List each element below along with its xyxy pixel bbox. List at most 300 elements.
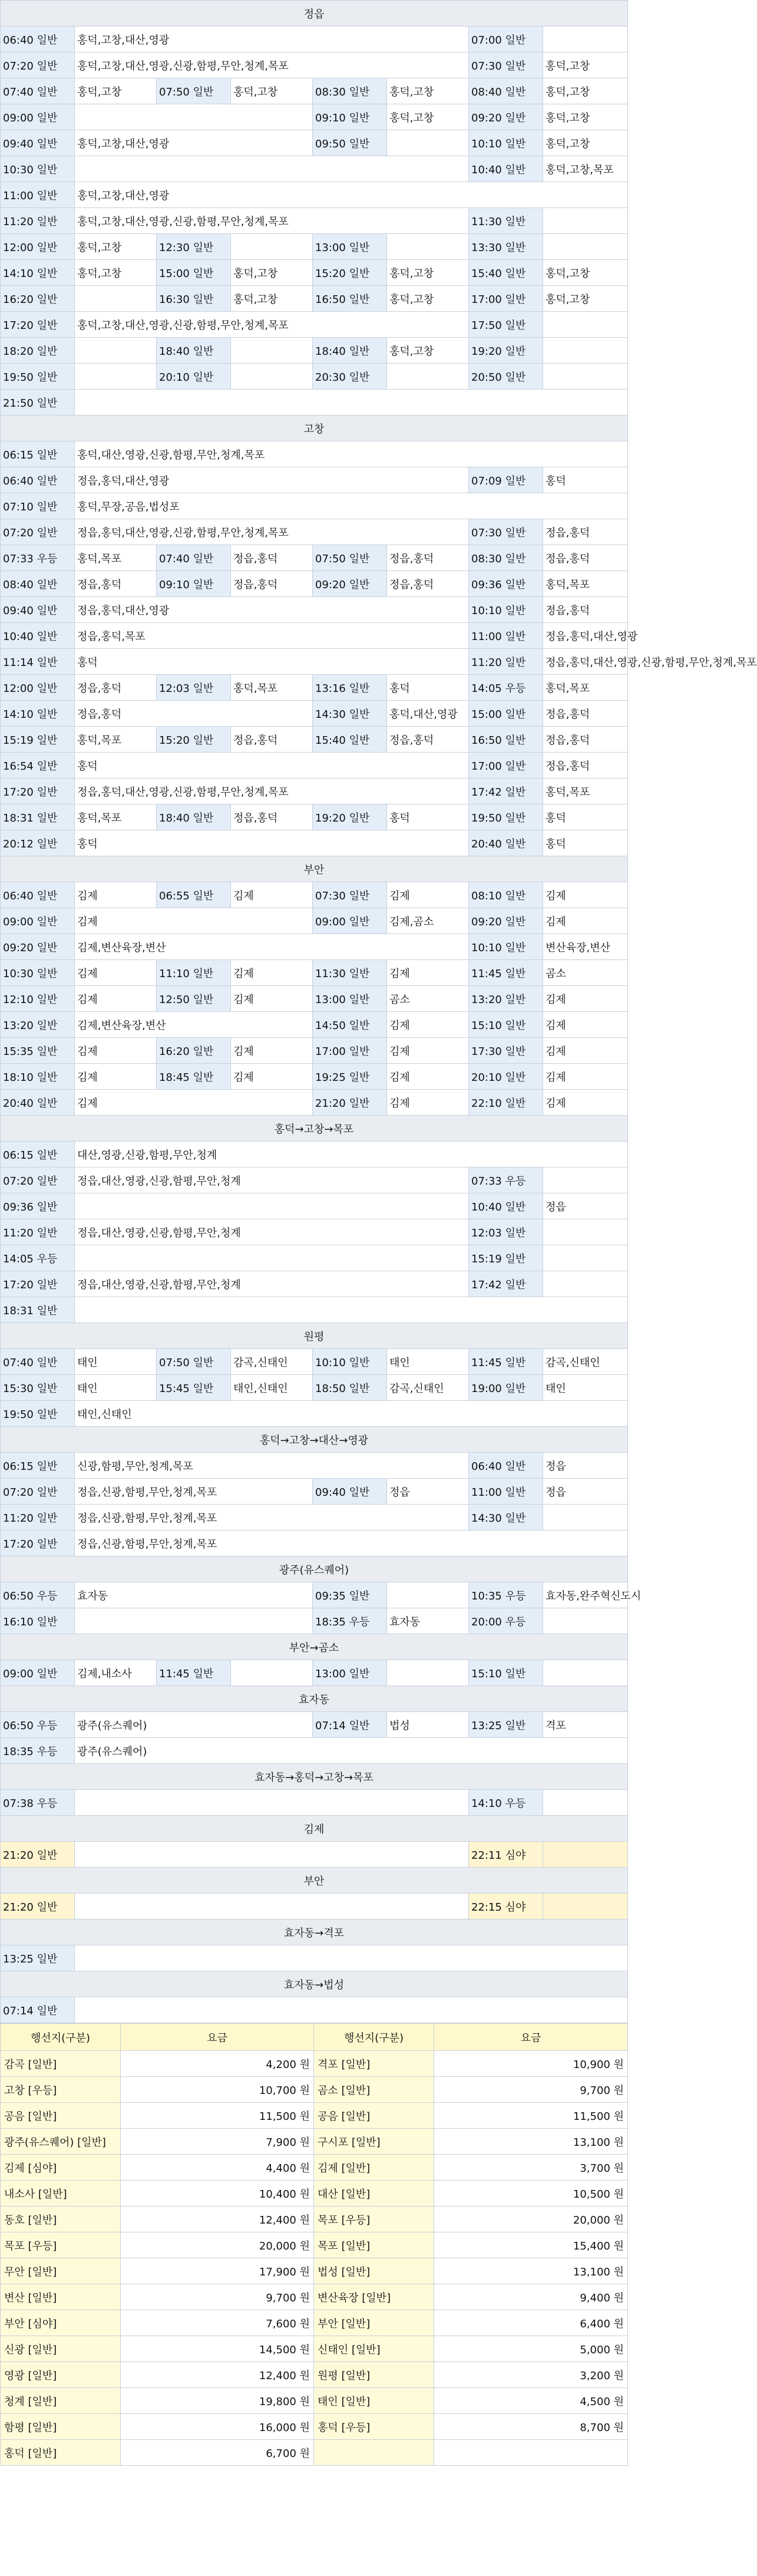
destination-list: 정읍	[543, 1193, 628, 1219]
departure-time[interactable]: 19:50 일반	[469, 804, 543, 830]
destination-list: 정읍,홍덕	[231, 571, 313, 597]
departure-time[interactable]: 06:40 일반	[1, 27, 75, 52]
departure-time[interactable]: 12:00 일반	[1, 675, 75, 701]
destination-list: 김제	[543, 986, 628, 1012]
destination-list: 신광,함평,무안,청계,목포	[75, 1453, 469, 1479]
destination-list: 정읍,신광,함평,무안,청계,목포	[75, 1479, 313, 1505]
destination-list: 홍덕,목포	[543, 779, 628, 804]
destination-list: 정읍,홍덕	[543, 519, 628, 545]
departure-time[interactable]: 09:50 일반	[313, 130, 387, 156]
departure-time[interactable]: 14:10 우등	[469, 1790, 543, 1816]
destination-list: 정읍,홍덕	[387, 727, 469, 753]
schedule-row	[1, 1012, 628, 1038]
departure-time[interactable]: 17:42 일반	[469, 1271, 543, 1297]
departure-time[interactable]: 14:05 우등	[469, 675, 543, 701]
departure-time[interactable]: 19:20 일반	[469, 338, 543, 364]
departure-time[interactable]: 14:10 일반	[1, 260, 75, 286]
fare-column-header: 행선지(구분)	[1, 2024, 121, 2051]
departure-time[interactable]: 10:40 일반	[1, 623, 75, 649]
schedule-row	[1, 1167, 628, 1193]
departure-time[interactable]: 07:38 우등	[1, 1790, 75, 1816]
destination-list	[387, 234, 469, 260]
schedule-row	[1, 882, 628, 908]
fare-destination: 동호 [일반]	[1, 2206, 121, 2232]
departure-time[interactable]: 20:40 일반	[469, 830, 543, 856]
departure-time[interactable]: 07:40 일반	[1, 1349, 75, 1375]
schedule-row	[1, 519, 628, 545]
departure-time[interactable]: 17:20 일반	[1, 1531, 75, 1556]
departure-time[interactable]: 10:10 일반	[469, 934, 543, 960]
departure-time[interactable]: 07:40 일반	[157, 545, 231, 571]
fare-price: 10,900 원	[434, 2051, 628, 2077]
departure-time[interactable]: 13:30 일반	[469, 234, 543, 260]
fare-destination	[314, 2440, 434, 2466]
destination-list	[231, 338, 313, 364]
schedule-row	[1, 545, 628, 571]
departure-time[interactable]: 18:31 일반	[1, 1297, 75, 1323]
departure-time[interactable]: 14:10 일반	[1, 701, 75, 727]
destination-list: 김제	[387, 1038, 469, 1064]
departure-time[interactable]: 18:10 일반	[1, 1064, 75, 1090]
destination-list: 홍덕,고창	[543, 52, 628, 78]
destination-list: 정읍,홍덕,대산,영광	[75, 467, 469, 493]
departure-time[interactable]: 06:50 우등	[1, 1582, 75, 1608]
schedule-row	[1, 1894, 628, 1919]
departure-time[interactable]: 09:20 일반	[1, 934, 75, 960]
section-header-row	[1, 1919, 628, 1945]
fare-price: 13,100 원	[434, 2129, 628, 2155]
departure-time[interactable]: 09:00 일반	[313, 908, 387, 934]
departure-time[interactable]: 13:00 일반	[313, 986, 387, 1012]
destination-list: 홍덕,고창	[543, 78, 628, 104]
fare-destination: 구시포 [일반]	[314, 2129, 434, 2155]
destination-list	[543, 1219, 628, 1245]
departure-time[interactable]: 10:40 일반	[469, 1193, 543, 1219]
departure-time[interactable]: 17:42 일반	[469, 779, 543, 804]
departure-time[interactable]: 17:00 일반	[313, 1038, 387, 1064]
section-title: 정읍	[1, 1, 628, 27]
departure-time[interactable]: 20:40 일반	[1, 1090, 75, 1116]
departure-time[interactable]: 09:10 일반	[157, 571, 231, 597]
schedule-row	[1, 52, 628, 78]
departure-time[interactable]: 18:45 일반	[157, 1064, 231, 1090]
departure-time[interactable]: 07:09 일반	[469, 467, 543, 493]
destination-list	[75, 338, 157, 364]
departure-time[interactable]: 11:30 일반	[313, 960, 387, 986]
section-header-row	[1, 1686, 628, 1712]
schedule-row	[1, 1479, 628, 1505]
departure-time[interactable]: 07:14 일반	[313, 1712, 387, 1738]
departure-time[interactable]: 09:20 일반	[469, 104, 543, 130]
departure-time[interactable]: 12:03 일반	[469, 1219, 543, 1245]
departure-time[interactable]: 09:20 일반	[469, 908, 543, 934]
schedule-row	[1, 312, 628, 338]
departure-time[interactable]: 07:33 우등	[1, 545, 75, 571]
departure-time[interactable]: 10:30 일반	[1, 960, 75, 986]
fare-price: 11,500 원	[434, 2103, 628, 2129]
destination-list: 태인	[75, 1375, 157, 1401]
departure-time[interactable]: 15:00 일반	[157, 260, 231, 286]
departure-time[interactable]: 07:50 일반	[157, 78, 231, 104]
departure-time[interactable]: 11:14 일반	[1, 649, 75, 675]
schedule-row	[1, 130, 628, 156]
departure-time[interactable]: 18:35 우등	[313, 1608, 387, 1634]
departure-time[interactable]: 21:20 일반	[1, 1894, 75, 1919]
fare-destination: 함평 [일반]	[1, 2414, 121, 2440]
departure-time[interactable]: 16:20 일반	[157, 1038, 231, 1064]
fare-price: 6,400 원	[434, 2310, 628, 2336]
destination-list	[75, 104, 313, 130]
destination-list: 홍덕	[75, 753, 469, 779]
departure-time[interactable]: 07:40 일반	[1, 78, 75, 104]
departure-time[interactable]: 14:30 일반	[469, 1505, 543, 1531]
schedule-row	[1, 779, 628, 804]
departure-time[interactable]: 08:40 일반	[1, 571, 75, 597]
section-header-row	[1, 1816, 628, 1842]
departure-time[interactable]: 13:00 일반	[313, 234, 387, 260]
fare-row	[1, 2414, 628, 2440]
schedule-row	[1, 1660, 628, 1686]
departure-time[interactable]: 18:40 일반	[157, 804, 231, 830]
departure-time[interactable]: 10:35 우등	[469, 1582, 543, 1608]
departure-time[interactable]: 19:50 일반	[1, 364, 75, 390]
fare-row	[1, 2232, 628, 2258]
departure-time[interactable]: 15:35 일반	[1, 1038, 75, 1064]
departure-time[interactable]: 14:05 우등	[1, 1245, 75, 1271]
schedule-row	[1, 78, 628, 104]
departure-time[interactable]: 06:55 일반	[157, 882, 231, 908]
departure-time[interactable]: 14:30 일반	[313, 701, 387, 727]
section-title: 고창	[1, 415, 628, 441]
destination-list	[543, 312, 628, 338]
schedule-row	[1, 727, 628, 753]
departure-time[interactable]: 16:30 일반	[157, 286, 231, 312]
destination-list: 홍덕,고창	[387, 104, 469, 130]
departure-time[interactable]: 09:40 일반	[313, 1479, 387, 1505]
departure-time[interactable]: 13:25 일반	[1, 1945, 75, 1971]
departure-time[interactable]: 15:10 일반	[469, 1012, 543, 1038]
section-title: 부안	[1, 1868, 628, 1894]
destination-list: 법성	[387, 1712, 469, 1738]
departure-time[interactable]: 15:40 일반	[313, 727, 387, 753]
schedule-row	[1, 960, 628, 986]
destination-list: 김제	[543, 1064, 628, 1090]
destination-list: 정읍,대산,영광,신광,함평,무안,청계	[75, 1219, 469, 1245]
fare-destination: 공음 [일반]	[1, 2103, 121, 2129]
departure-time[interactable]: 12:30 일반	[157, 234, 231, 260]
departure-time[interactable]: 19:50 일반	[1, 1401, 75, 1427]
destination-list: 홍덕,무장,공음,법성포	[75, 493, 628, 519]
departure-time[interactable]: 07:14 일반	[1, 1997, 75, 2023]
fare-row	[1, 2440, 628, 2466]
departure-time[interactable]: 12:03 일반	[157, 675, 231, 701]
departure-time[interactable]: 17:00 일반	[469, 753, 543, 779]
departure-time[interactable]: 20:30 일반	[313, 364, 387, 390]
destination-list: 정읍,대산,영광,신광,함평,무안,청계	[75, 1271, 469, 1297]
departure-time[interactable]: 21:20 일반	[1, 1842, 75, 1868]
departure-time[interactable]: 21:20 일반	[313, 1090, 387, 1116]
departure-time[interactable]: 18:40 일반	[157, 338, 231, 364]
fare-destination: 부안 [심야]	[1, 2310, 121, 2336]
destination-list: 김제	[387, 960, 469, 986]
departure-time[interactable]: 19:25 일반	[313, 1064, 387, 1090]
departure-time[interactable]: 17:00 일반	[469, 286, 543, 312]
departure-time[interactable]: 15:20 일반	[157, 727, 231, 753]
schedule-row	[1, 1297, 628, 1323]
departure-time[interactable]: 09:40 일반	[1, 130, 75, 156]
departure-time[interactable]: 07:10 일반	[1, 493, 75, 519]
departure-time[interactable]: 16:50 일반	[469, 727, 543, 753]
schedule-row	[1, 1142, 628, 1167]
departure-time[interactable]: 20:10 일반	[157, 364, 231, 390]
fare-row	[1, 2129, 628, 2155]
departure-time[interactable]: 11:45 일반	[469, 960, 543, 986]
departure-time[interactable]: 07:33 우등	[469, 1167, 543, 1193]
departure-time[interactable]: 09:36 일반	[469, 571, 543, 597]
schedule-row	[1, 597, 628, 623]
fare-destination: 목포 [우등]	[314, 2206, 434, 2232]
fare-price: 7,600 원	[121, 2310, 314, 2336]
schedule-row	[1, 753, 628, 779]
fare-destination: 대산 [일반]	[314, 2181, 434, 2206]
departure-time[interactable]: 20:50 일반	[469, 364, 543, 390]
departure-time[interactable]: 11:20 일반	[1, 1219, 75, 1245]
destination-list	[387, 130, 469, 156]
departure-time[interactable]: 10:30 일반	[1, 156, 75, 182]
departure-time[interactable]: 11:45 일반	[469, 1349, 543, 1375]
departure-time[interactable]: 15:19 일반	[469, 1245, 543, 1271]
departure-time[interactable]: 21:50 일반	[1, 390, 75, 415]
destination-list: 정읍,홍덕,대산,영광,신광,함평,무안,청계,목포	[75, 779, 469, 804]
departure-time[interactable]: 10:40 일반	[469, 156, 543, 182]
departure-time[interactable]: 06:40 일반	[1, 882, 75, 908]
section-title: 홍덕→고창→목포	[1, 1116, 628, 1142]
destination-list	[75, 1842, 469, 1868]
departure-time[interactable]: 06:15 일반	[1, 1142, 75, 1167]
destination-list: 정읍,홍덕	[231, 727, 313, 753]
departure-time[interactable]: 15:19 일반	[1, 727, 75, 753]
fare-price: 15,400 원	[434, 2232, 628, 2258]
departure-time[interactable]: 09:00 일반	[1, 1660, 75, 1686]
destination-list: 정읍,홍덕	[387, 545, 469, 571]
fare-destination: 목포 [우등]	[1, 2232, 121, 2258]
fare-price: 10,700 원	[121, 2077, 314, 2103]
departure-time[interactable]: 08:40 일반	[469, 78, 543, 104]
destination-list: 정읍,홍덕	[543, 545, 628, 571]
departure-time[interactable]: 15:45 일반	[157, 1375, 231, 1401]
departure-time[interactable]: 09:40 일반	[1, 597, 75, 623]
departure-time[interactable]: 09:20 일반	[313, 571, 387, 597]
section-title: 김제	[1, 1816, 628, 1842]
fare-price	[434, 2440, 628, 2466]
departure-time[interactable]: 22:10 일반	[469, 1090, 543, 1116]
departure-time[interactable]: 10:10 일반	[469, 130, 543, 156]
departure-time[interactable]: 18:50 일반	[313, 1375, 387, 1401]
schedule-row	[1, 1582, 628, 1608]
schedule-row	[1, 908, 628, 934]
destination-list: 정읍,홍덕,대산,영광,신광,함평,무안,청계,목포	[75, 519, 469, 545]
departure-time[interactable]: 18:20 일반	[1, 338, 75, 364]
departure-time[interactable]: 16:50 일반	[313, 286, 387, 312]
departure-time[interactable]: 18:40 일반	[313, 338, 387, 364]
destination-list: 김제	[387, 1012, 469, 1038]
section-header-row	[1, 1764, 628, 1790]
destination-list	[231, 234, 313, 260]
destination-list: 홍덕,고창	[543, 260, 628, 286]
departure-time[interactable]: 15:20 일반	[313, 260, 387, 286]
departure-time[interactable]: 11:00 일반	[1, 182, 75, 208]
departure-time[interactable]: 07:50 일반	[157, 1349, 231, 1375]
departure-time[interactable]: 09:10 일반	[313, 104, 387, 130]
departure-time[interactable]: 18:31 일반	[1, 804, 75, 830]
departure-time[interactable]: 09:00 일반	[1, 104, 75, 130]
departure-time[interactable]: 11:00 일반	[469, 1479, 543, 1505]
departure-time[interactable]: 17:20 일반	[1, 779, 75, 804]
schedule-row	[1, 1245, 628, 1271]
departure-time[interactable]: 06:15 일반	[1, 1453, 75, 1479]
destination-list: 홍덕,고창,대산,영광	[75, 27, 469, 52]
departure-time[interactable]: 09:35 일반	[313, 1582, 387, 1608]
departure-time[interactable]: 07:30 일반	[469, 52, 543, 78]
departure-time[interactable]: 11:45 일반	[157, 1660, 231, 1686]
departure-time[interactable]: 15:10 일반	[469, 1660, 543, 1686]
schedule-row	[1, 1505, 628, 1531]
departure-time[interactable]: 11:00 일반	[469, 623, 543, 649]
departure-time[interactable]: 16:54 일반	[1, 753, 75, 779]
destination-list: 김제	[75, 882, 157, 908]
departure-time[interactable]: 18:35 우등	[1, 1738, 75, 1764]
departure-time[interactable]: 12:00 일반	[1, 234, 75, 260]
departure-time[interactable]: 09:36 일반	[1, 1193, 75, 1219]
schedule-row	[1, 1038, 628, 1064]
departure-time[interactable]: 07:20 일반	[1, 519, 75, 545]
destination-list	[543, 1167, 628, 1193]
destination-list: 감곡,신태인	[387, 1375, 469, 1401]
departure-time[interactable]: 12:50 일반	[157, 986, 231, 1012]
destination-list: 김제	[75, 908, 313, 934]
destination-list: 김제	[543, 1038, 628, 1064]
departure-time[interactable]: 19:00 일반	[469, 1375, 543, 1401]
departure-time[interactable]: 13:25 일반	[469, 1712, 543, 1738]
departure-time[interactable]: 15:30 일반	[1, 1375, 75, 1401]
destination-list: 정읍,홍덕	[75, 571, 157, 597]
destination-list: 정읍,홍덕	[75, 701, 313, 727]
departure-time[interactable]: 22:15 심야	[469, 1894, 543, 1919]
section-header-row	[1, 1634, 628, 1660]
departure-time[interactable]: 14:50 일반	[313, 1012, 387, 1038]
section-header-row	[1, 856, 628, 882]
departure-time[interactable]: 19:20 일반	[313, 804, 387, 830]
destination-list: 홍덕	[543, 467, 628, 493]
departure-time[interactable]: 13:20 일반	[1, 1012, 75, 1038]
departure-time[interactable]: 11:20 일반	[1, 1505, 75, 1531]
fare-price: 9,700 원	[121, 2284, 314, 2310]
departure-time[interactable]: 07:20 일반	[1, 1167, 75, 1193]
destination-list: 정읍,홍덕,대산,영광	[75, 597, 469, 623]
departure-time[interactable]: 22:11 심야	[469, 1842, 543, 1868]
departure-time[interactable]: 17:30 일반	[469, 1038, 543, 1064]
fare-destination: 김제 [심야]	[1, 2155, 121, 2181]
departure-time[interactable]: 16:10 일반	[1, 1608, 75, 1634]
destination-list: 김제	[543, 882, 628, 908]
destination-list	[543, 1505, 628, 1531]
section-title: 부안	[1, 856, 628, 882]
departure-time[interactable]: 17:50 일반	[469, 312, 543, 338]
departure-time[interactable]: 06:40 일반	[1, 467, 75, 493]
destination-list: 감곡,신태인	[231, 1349, 313, 1375]
destination-list: 홍덕,고창	[231, 260, 313, 286]
fare-price: 12,400 원	[121, 2362, 314, 2388]
departure-time[interactable]: 06:50 우등	[1, 1712, 75, 1738]
destination-list: 홍덕,고창	[75, 260, 157, 286]
departure-time[interactable]: 07:00 일반	[469, 27, 543, 52]
departure-time[interactable]: 11:20 일반	[469, 649, 543, 675]
departure-time[interactable]: 09:00 일반	[1, 908, 75, 934]
section-title: 효자동→법성	[1, 1971, 628, 1997]
destination-list: 정읍,홍덕,대산,영광	[543, 623, 628, 649]
section-title: 홍덕→고창→대산→영광	[1, 1427, 628, 1453]
departure-time[interactable]: 16:20 일반	[1, 286, 75, 312]
departure-time[interactable]: 08:30 일반	[313, 78, 387, 104]
departure-time[interactable]: 15:40 일반	[469, 260, 543, 286]
fare-destination: 목포 [일반]	[314, 2232, 434, 2258]
destination-list	[75, 1945, 628, 1971]
departure-time[interactable]: 10:10 일반	[469, 597, 543, 623]
departure-time[interactable]: 07:20 일반	[1, 1479, 75, 1505]
departure-time[interactable]: 06:15 일반	[1, 441, 75, 467]
schedule-row	[1, 467, 628, 493]
departure-time[interactable]: 20:10 일반	[469, 1064, 543, 1090]
destination-list: 홍덕,고창	[231, 78, 313, 104]
destination-list	[543, 1790, 628, 1816]
fare-destination: 변산육장 [일반]	[314, 2284, 434, 2310]
departure-time[interactable]: 15:00 일반	[469, 701, 543, 727]
destination-list	[543, 1271, 628, 1297]
departure-time[interactable]: 20:12 일반	[1, 830, 75, 856]
destination-list: 홍덕,고창,대산,영광	[75, 182, 628, 208]
schedule-row	[1, 1945, 628, 1971]
departure-time[interactable]: 13:00 일반	[313, 1660, 387, 1686]
departure-time[interactable]: 20:00 우등	[469, 1608, 543, 1634]
schedule-row	[1, 441, 628, 467]
departure-time[interactable]: 08:30 일반	[469, 545, 543, 571]
departure-time[interactable]: 07:30 일반	[469, 519, 543, 545]
departure-time[interactable]: 07:50 일반	[313, 545, 387, 571]
destination-list: 홍덕	[75, 649, 469, 675]
departure-time[interactable]: 10:10 일반	[313, 1349, 387, 1375]
destination-list: 태인,신태인	[231, 1375, 313, 1401]
departure-time[interactable]: 17:20 일반	[1, 312, 75, 338]
departure-time[interactable]: 11:30 일반	[469, 208, 543, 234]
destination-list: 홍덕	[387, 804, 469, 830]
schedule-row	[1, 208, 628, 234]
destination-list: 홍덕,고창,대산,영광,신광,함평,무안,청계,목포	[75, 208, 469, 234]
departure-time[interactable]: 11:10 일반	[157, 960, 231, 986]
departure-time[interactable]: 07:30 일반	[313, 882, 387, 908]
schedule-row	[1, 182, 628, 208]
departure-time[interactable]: 08:10 일반	[469, 882, 543, 908]
departure-time[interactable]: 13:20 일반	[469, 986, 543, 1012]
departure-time[interactable]: 07:20 일반	[1, 52, 75, 78]
departure-time[interactable]: 17:20 일반	[1, 1271, 75, 1297]
departure-time[interactable]: 11:20 일반	[1, 208, 75, 234]
departure-time[interactable]: 06:40 일반	[469, 1453, 543, 1479]
fare-row	[1, 2103, 628, 2129]
schedule-row	[1, 338, 628, 364]
departure-time[interactable]: 12:10 일반	[1, 986, 75, 1012]
fare-destination: 신태인 [일반]	[314, 2336, 434, 2362]
departure-time[interactable]: 13:16 일반	[313, 675, 387, 701]
